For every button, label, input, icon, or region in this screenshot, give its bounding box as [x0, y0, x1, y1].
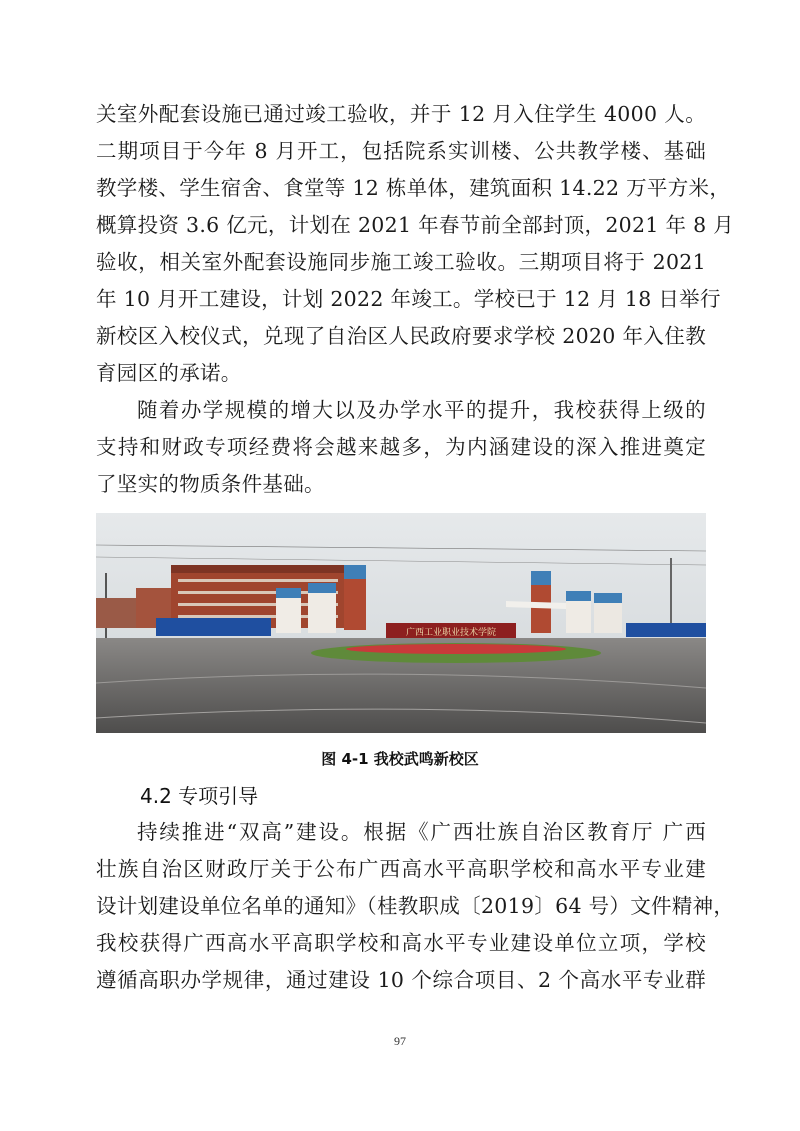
- paragraph-funding: [96, 392, 706, 503]
- text-line: 育园区的承诺。: [96, 361, 242, 385]
- text-line: 持续推进“双高”建设。根据《广西壮族自治区教育厅 广西: [137, 820, 706, 844]
- figure-caption: 图 4-1 我校武鸣新校区: [321, 750, 479, 768]
- text-line: 支持和财政专项经费将会越来越多，为内涵建设的深入推进奠定: [96, 435, 706, 459]
- text-line: 教学楼、学生宿舍、食堂等 12 栋单体，建筑面积 14.22 万平方米，: [96, 176, 731, 200]
- paragraph-campus-construction: [96, 96, 735, 392]
- text-line: 二期项目于今年 8 月开工，包括院系实训楼、公共教学楼、基础: [96, 139, 706, 163]
- text-line: 验收，相关室外配套设施同步施工竣工验收。三期项目将于 2021: [96, 250, 706, 274]
- paragraph-double-high: [96, 814, 735, 999]
- campus-photo: [96, 513, 706, 733]
- text-line: 遵循高职办学规律，通过建设 10 个综合项目、2 个高水平专业群: [96, 968, 706, 992]
- text-line: 新校区入校仪式，兑现了自治区人民政府要求学校 2020 年入住教: [96, 324, 706, 348]
- text-line: 壮族自治区财政厅关于公布广西高水平高职学校和高水平专业建: [96, 857, 706, 881]
- gate-sign-text: 广西工业职业技术学院: [405, 628, 497, 638]
- text-line: 设计划建设单位名单的通知》（桂教职成〔2019〕64 号）文件精神，: [96, 894, 735, 918]
- text-line: 年 10 月开工建设，计划 2022 年竣工。学校已于 12 月 18 日举行: [96, 287, 721, 311]
- page-number: 97: [394, 1034, 406, 1048]
- text-line: 随着办学规模的增大以及办学水平的提升，我校获得上级的: [137, 398, 706, 422]
- text-line: 了坚实的物质条件基础。: [96, 472, 325, 496]
- text-line: 关室外配套设施已通过竣工验收，并于 12 月入住学生 4000 人。: [96, 102, 706, 126]
- section-heading: 4.2 专项引导: [140, 784, 259, 808]
- text-line: 我校获得广西高水平高职学校和高水平专业建设单位立项，学校: [96, 931, 706, 955]
- text-line: 概算投资 3.6 亿元，计划在 2021 年春节前全部封顶，2021 年 8 月: [96, 213, 735, 237]
